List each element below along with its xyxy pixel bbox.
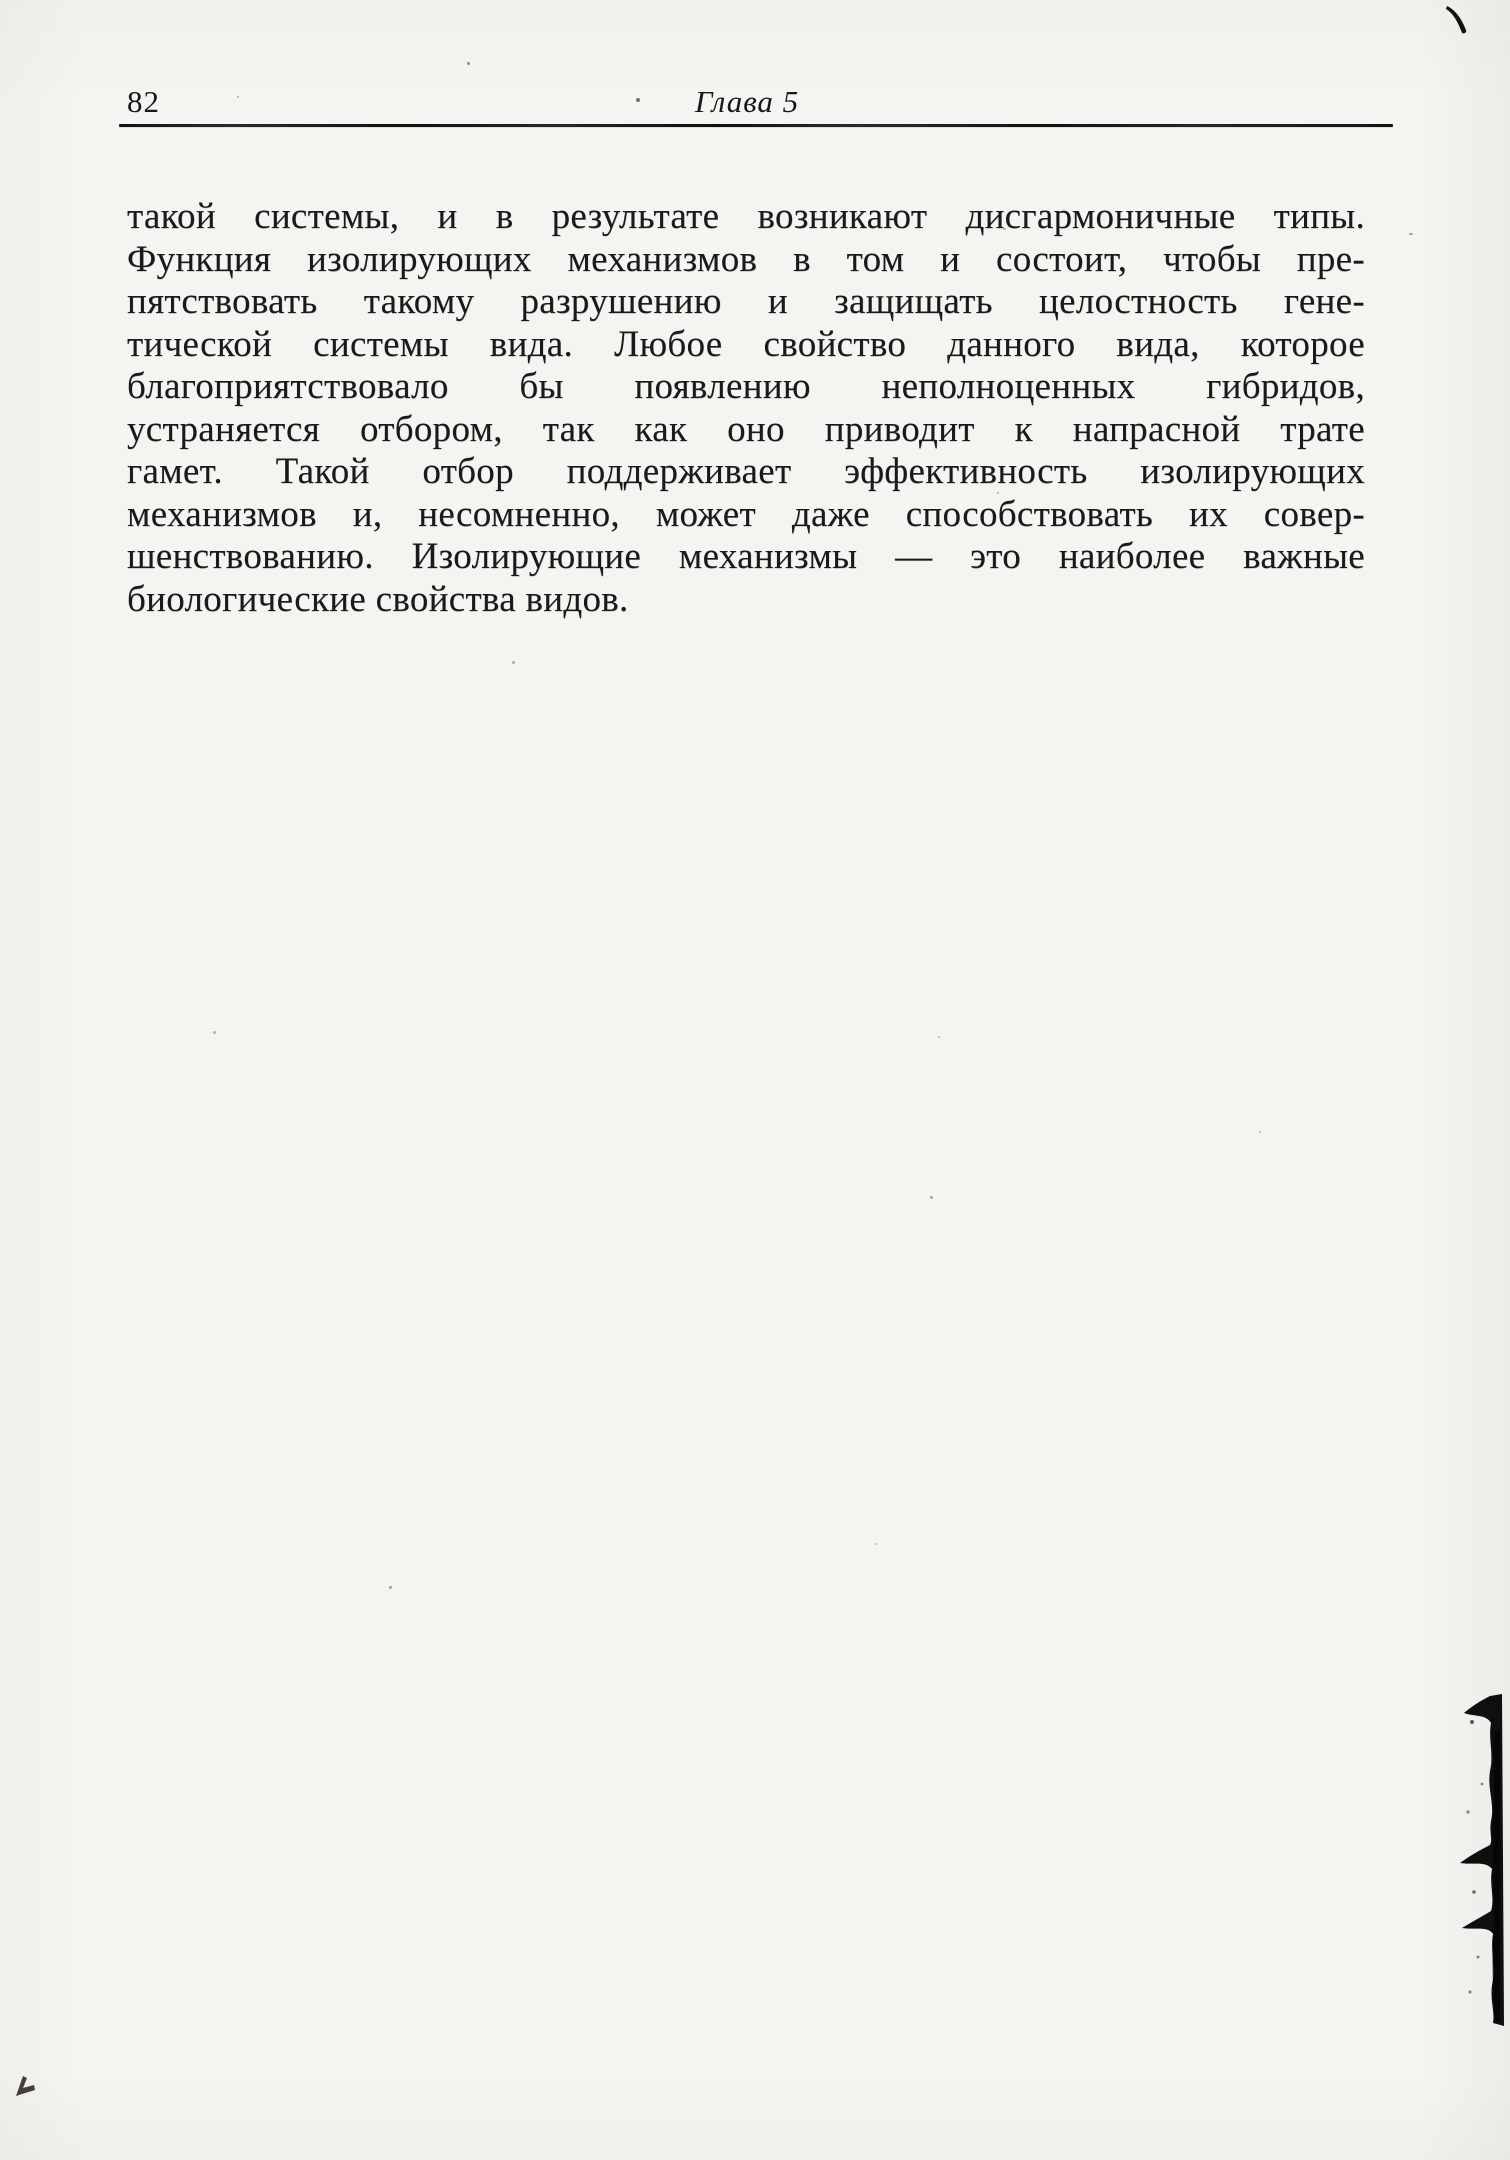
page-header [127, 84, 1367, 120]
text-line: тической системы вида. Любое свойство данного вида, которое [127, 323, 1365, 365]
text-line: гамет. Такой отбор поддерживает эффективность изолирующих [127, 451, 1365, 492]
scan-speck [389, 1586, 392, 1589]
scan-speck [1409, 233, 1413, 235]
text-line: шенствованию. Изолирующие механизмы — это наиболее важные [127, 536, 1365, 577]
text-line: благоприятствовало бы появлению неполноценных гибридов, [127, 366, 1365, 407]
ink-mark-bottom-left [14, 2074, 38, 2100]
text-line: Функция изолирующих механизмов в том и состоит, чтобы пре- [127, 238, 1365, 280]
header-rule [119, 124, 1393, 127]
scan-artifact-right-edge [1448, 1692, 1510, 2032]
text-line: такой системы, и в результате возникают дисгармоничные типы. [127, 196, 1365, 237]
ink-mark-top-right [1446, 5, 1474, 35]
scan-speck [1259, 1131, 1261, 1133]
scan-speck [875, 1543, 877, 1545]
body-text-block [127, 196, 1365, 621]
text-line: пятствовать такому разрушению и защищать целостность гене- [127, 281, 1365, 322]
page-number: 82 [127, 84, 160, 119]
scan-speck [938, 1036, 940, 1038]
chapter-title: Глава 5 [694, 84, 800, 119]
scan-speck [512, 661, 515, 664]
scan-speck [213, 1031, 216, 1034]
text-line: механизмов и, несомненно, может даже способствовать их совер- [127, 493, 1365, 535]
text-line: устраняется отбором, так как оно приводит к напрасной трате [127, 408, 1365, 450]
scan-speck [467, 62, 470, 65]
text-line: биологические свойства видов. [127, 578, 629, 620]
scan-speck [930, 1196, 933, 1199]
